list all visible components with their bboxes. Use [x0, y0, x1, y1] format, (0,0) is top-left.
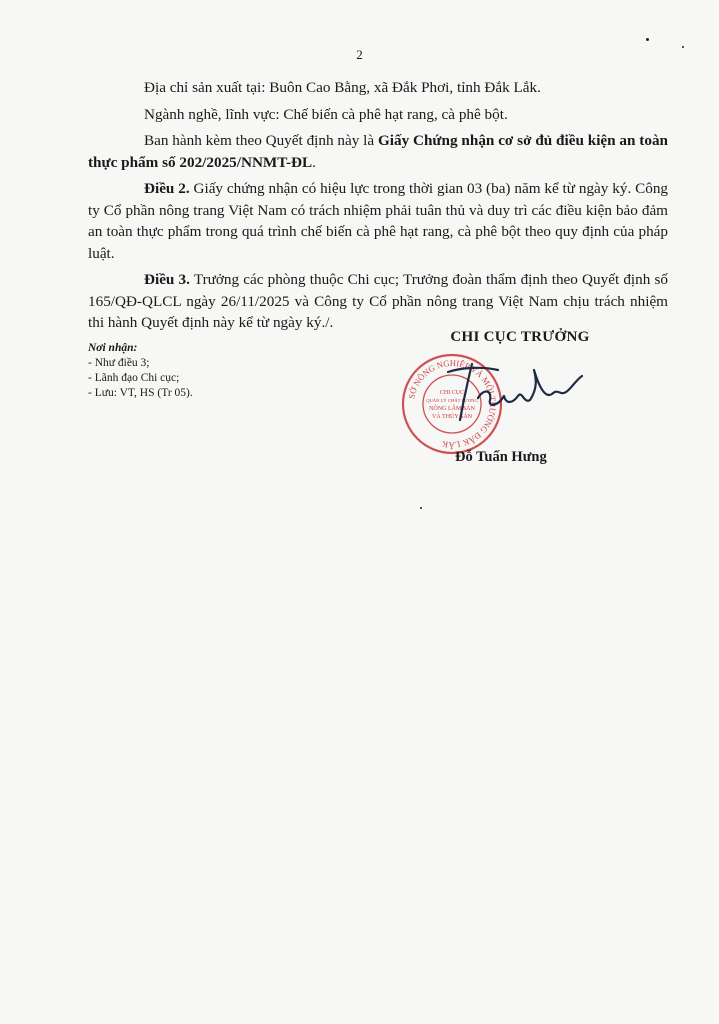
- page-number: 2: [356, 47, 363, 62]
- recipients-block: [88, 341, 193, 401]
- article-2-label: Điều 2.: [144, 180, 190, 197]
- decision-body: [88, 77, 668, 339]
- scan-speck: [682, 46, 684, 48]
- signer-name: Đỗ Tuấn Hưng: [455, 449, 547, 465]
- svg-text:SỞ NÔNG NGHIỆP VÀ MÔI TRƯỜNG Đ: SỞ NÔNG NGHIỆP VÀ MÔI TRƯỜNG ĐẮK LẮK: [406, 357, 499, 451]
- signature-block: [420, 329, 620, 346]
- article-3-label: Điều 3.: [144, 271, 190, 288]
- article-3-text: Trưởng các phòng thuộc Chi cục; Trưởng đoàn thẩm định theo Quyết định số 165/QĐ-QLCL ngày 26/11/2025 và Công ty Cổ phần nông trang Việt Nam chịu trách nhiệm thi hành Quyết định này kể từ ngày ký./.: [88, 271, 668, 331]
- article-3: [88, 269, 668, 334]
- recipient-item: - Như điều 3;: [88, 357, 150, 369]
- recipient-item: - Lãnh đạo Chi cục;: [88, 372, 180, 384]
- recipients-title: Nơi nhận:: [88, 342, 138, 354]
- scan-speck: [420, 507, 422, 509]
- svg-text:NÔNG LÂM SẢN: NÔNG LÂM SẢN: [429, 406, 475, 412]
- scan-speck: [646, 38, 649, 41]
- article-2-text: Giấy chứng nhận có hiệu lực trong thời gian 03 (ba) năm kể từ ngày ký. Công ty Cổ phần nông trang Việt Nam có trách nhiệm phải tuân thủ và duy trì các điều kiện bảo đảm an toàn thực phẩm trong quá trình chế biến cà phê hạt rang, cà phê bột theo quy định của pháp luật.: [88, 180, 669, 262]
- business-line: Ngành nghề, lĩnh vực: Chế biến cà phê hạt rang, cà phê bột.: [144, 105, 508, 123]
- issuance-paragraph: [88, 130, 668, 173]
- certificate-reference: Giấy Chứng nhận cơ sở đủ điều kiện an toàn thực phẩm số 202/2025/NNMT-ĐL: [88, 132, 668, 171]
- recipient-item: - Lưu: VT, HS (Tr 05).: [88, 387, 193, 399]
- issuance-suffix: .: [312, 153, 316, 171]
- svg-text:QUẢN LÝ CHẤT LƯỢNG: QUẢN LÝ CHẤT LƯỢNG: [426, 398, 478, 403]
- svg-text:CHI CỤC: CHI CỤC: [439, 390, 465, 396]
- article-2: [88, 178, 668, 264]
- signer-title: CHI CỤC TRƯỞNG: [450, 329, 590, 345]
- handwritten-signature-icon: [420, 350, 600, 430]
- issuance-prefix: Ban hành kèm theo Quyết định này là: [144, 132, 378, 149]
- address-line: Địa chỉ sản xuất tại: Buôn Cao Bằng, xã Đắk Phơi, tỉnh Đắk Lắk.: [144, 79, 541, 96]
- svg-text:VÀ THỦY SẢN: VÀ THỦY SẢN: [431, 414, 473, 420]
